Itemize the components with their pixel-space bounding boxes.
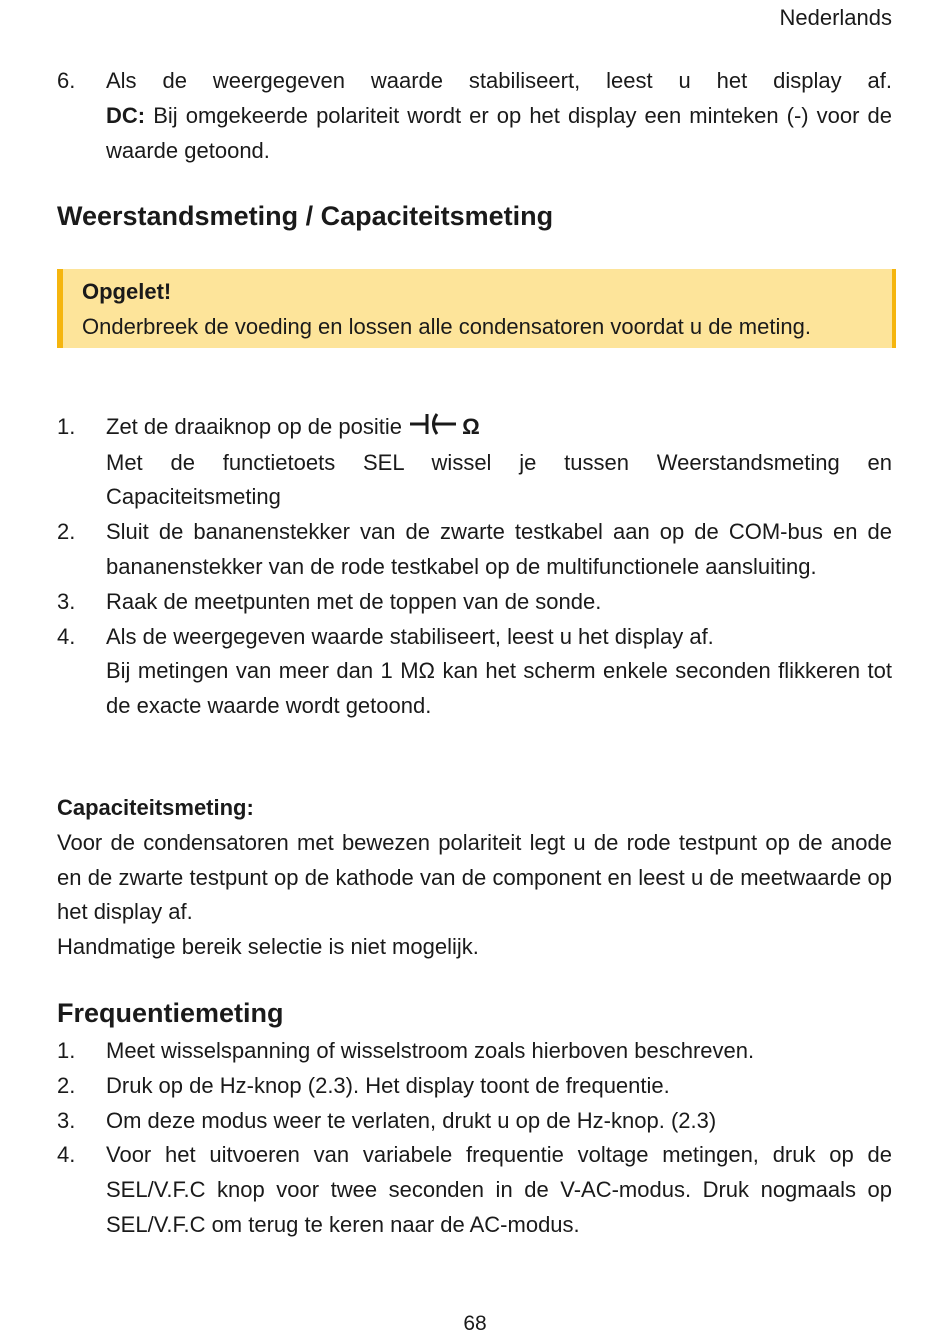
list-item <box>57 410 892 515</box>
dc-text: Bij omgekeerde polariteit wordt er op het display een minteken (-) voor de waarde getoond. <box>106 102 892 163</box>
list-text: Raak de meetpunten met de toppen van de sonde. <box>106 588 602 614</box>
list-text: Als de weergegeven waarde stabiliseert, leest u het display af. <box>106 623 714 649</box>
list-text: Voor het uitvoeren van variabele frequentie voltage metingen, druk op de SEL/V.F.C knop voor twee seconden in de V-AC-modus. Druk nogmaals op SEL/V.F.C om terug te keren naar de AC-modus. <box>106 1142 892 1237</box>
list-extra-text: Bij metingen van meer dan 1 MΩ kan het scherm enkele seconden flikkeren tot de exacte waarde wordt getoond. <box>106 658 892 719</box>
ohm-symbol: Ω <box>462 414 480 439</box>
list-text: Druk op de Hz-knop (2.3). Het display toont de frequentie. <box>106 1072 670 1098</box>
list-text: Om deze modus weer te verlaten, drukt u op de Hz-knop. (2.3) <box>106 1107 717 1133</box>
step-text: Zet de draaiknop op de positie <box>106 414 402 439</box>
capacity-label: Capaciteitsmeting: <box>57 795 254 820</box>
dc-label: DC: <box>106 102 146 128</box>
list-item <box>57 1104 892 1139</box>
capacity-section <box>57 791 892 965</box>
list-number: 1. <box>57 1038 76 1063</box>
section-heading-resistance: Weerstandsmeting / Capaciteitsmeting <box>57 201 554 231</box>
page-header-language: Nederlands <box>779 5 892 30</box>
list-number: 2. <box>57 519 76 545</box>
frequency-steps <box>57 1034 892 1243</box>
resistance-steps <box>57 410 892 724</box>
list-item <box>57 585 892 620</box>
list-extra-text: Met de functietoets SEL wissel je tussen Weerstandsmeting en Capaciteitsmeting <box>106 449 892 510</box>
list-item <box>57 64 892 168</box>
dc-paragraph <box>106 99 892 169</box>
list-item <box>57 620 892 724</box>
list-number: 3. <box>57 1107 76 1133</box>
list-item <box>57 1034 892 1069</box>
list-number: 1. <box>57 414 76 439</box>
list-item <box>57 515 892 585</box>
capacity-text: Voor de condensatoren met bewezen polariteit legt u de rode testpunt op de anode en de zwarte testpunt op de kathode van de component en leest u de meetwaarde op het display af. <box>57 829 892 925</box>
warning-title: Opgelet! <box>82 279 172 304</box>
warning-text: Onderbreek de voeding en lossen alle condensatoren voordat u de meting. <box>82 314 811 339</box>
warning-callout <box>57 269 896 348</box>
section-heading-frequency: Frequentiemeting <box>57 998 284 1028</box>
list-number: 4. <box>57 623 76 649</box>
list-number: 6. <box>57 68 76 93</box>
list-text: Sluit de bananenstekker van de zwarte testkabel aan op de COM-bus en de bananenstekker van de rode testkabel op de multifunctionele aansluiting. <box>106 519 892 579</box>
list-number: 4. <box>57 1142 76 1168</box>
list-text: Meet wisselspanning of wisselstroom zoals hierboven beschreven. <box>106 1038 755 1063</box>
list-text: Als de weergegeven waarde stabiliseert, leest u het display af. <box>106 68 892 93</box>
list-number: 2. <box>57 1072 76 1098</box>
list-text <box>106 410 892 446</box>
page-number: 68 <box>463 1312 487 1335</box>
list-number: 3. <box>57 588 76 614</box>
list-item <box>57 1138 892 1242</box>
list-item <box>57 1069 892 1104</box>
capacitor-icon <box>410 411 456 446</box>
capacity-note: Handmatige bereik selectie is niet mogelijk. <box>57 934 479 960</box>
